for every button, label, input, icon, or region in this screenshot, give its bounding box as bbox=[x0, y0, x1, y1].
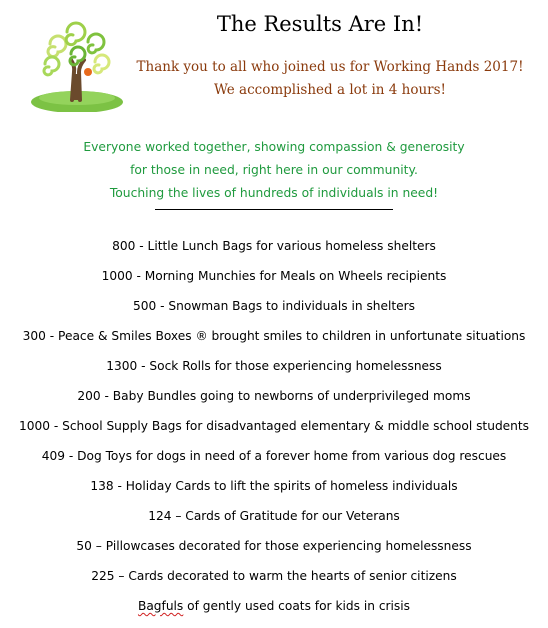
page-title: The Results Are In! bbox=[216, 12, 424, 36]
list-item: 800 - Little Lunch Bags for various homeless shelters bbox=[112, 239, 436, 253]
list-item: 138 - Holiday Cards to lift the spirits of homeless individuals bbox=[90, 479, 458, 493]
list-item: 124 – Cards of Gratitude for our Veterans bbox=[148, 509, 400, 523]
swirl-tree-icon bbox=[28, 14, 126, 112]
intro-message bbox=[40, 136, 508, 205]
list-item: 300 - Peace & Smiles Boxes ® brought smiles to children in unfortunate situations bbox=[22, 329, 526, 343]
list-item: 500 - Snowman Bags to individuals in shelters bbox=[132, 299, 416, 313]
list-item: 50 – Pillowcases decorated for those experiencing homelessness bbox=[76, 539, 472, 553]
intro-line-3: Touching the lives of hundreds of individuals in need! bbox=[109, 186, 439, 200]
spellcheck-word: Bagfuls bbox=[137, 599, 184, 613]
list-item bbox=[0, 594, 548, 624]
list-item: 409 - Dog Toys for dogs in need of a forever home from various dog rescues bbox=[41, 449, 507, 463]
list-item: 200 - Baby Bundles going to newborns of underprivileged moms bbox=[77, 389, 471, 403]
list-item: 1000 - Morning Munchies for Meals on Wheels recipients bbox=[101, 269, 447, 283]
intro-line-1: Everyone worked together, showing compassion & generosity bbox=[83, 140, 465, 154]
intro-line-2: for those in need, right here in our community. bbox=[130, 163, 418, 177]
list-item: 1000 - School Supply Bags for disadvantaged elementary & middle school students bbox=[18, 419, 530, 433]
list-item: 1300 - Sock Rolls for those experiencing homelessness bbox=[106, 359, 442, 373]
list-item-text: of gently used coats for kids in crisis bbox=[183, 599, 411, 613]
thank-you-line-1: Thank you to all who joined us for Working Hands 2017! bbox=[136, 59, 524, 75]
list-item: 225 – Cards decorated to warm the hearts of senior citizens bbox=[91, 569, 457, 583]
results-list bbox=[0, 234, 548, 624]
divider bbox=[155, 209, 393, 210]
thank-you-message bbox=[120, 56, 540, 102]
thank-you-line-2: We accomplished a lot in 4 hours! bbox=[214, 82, 446, 98]
